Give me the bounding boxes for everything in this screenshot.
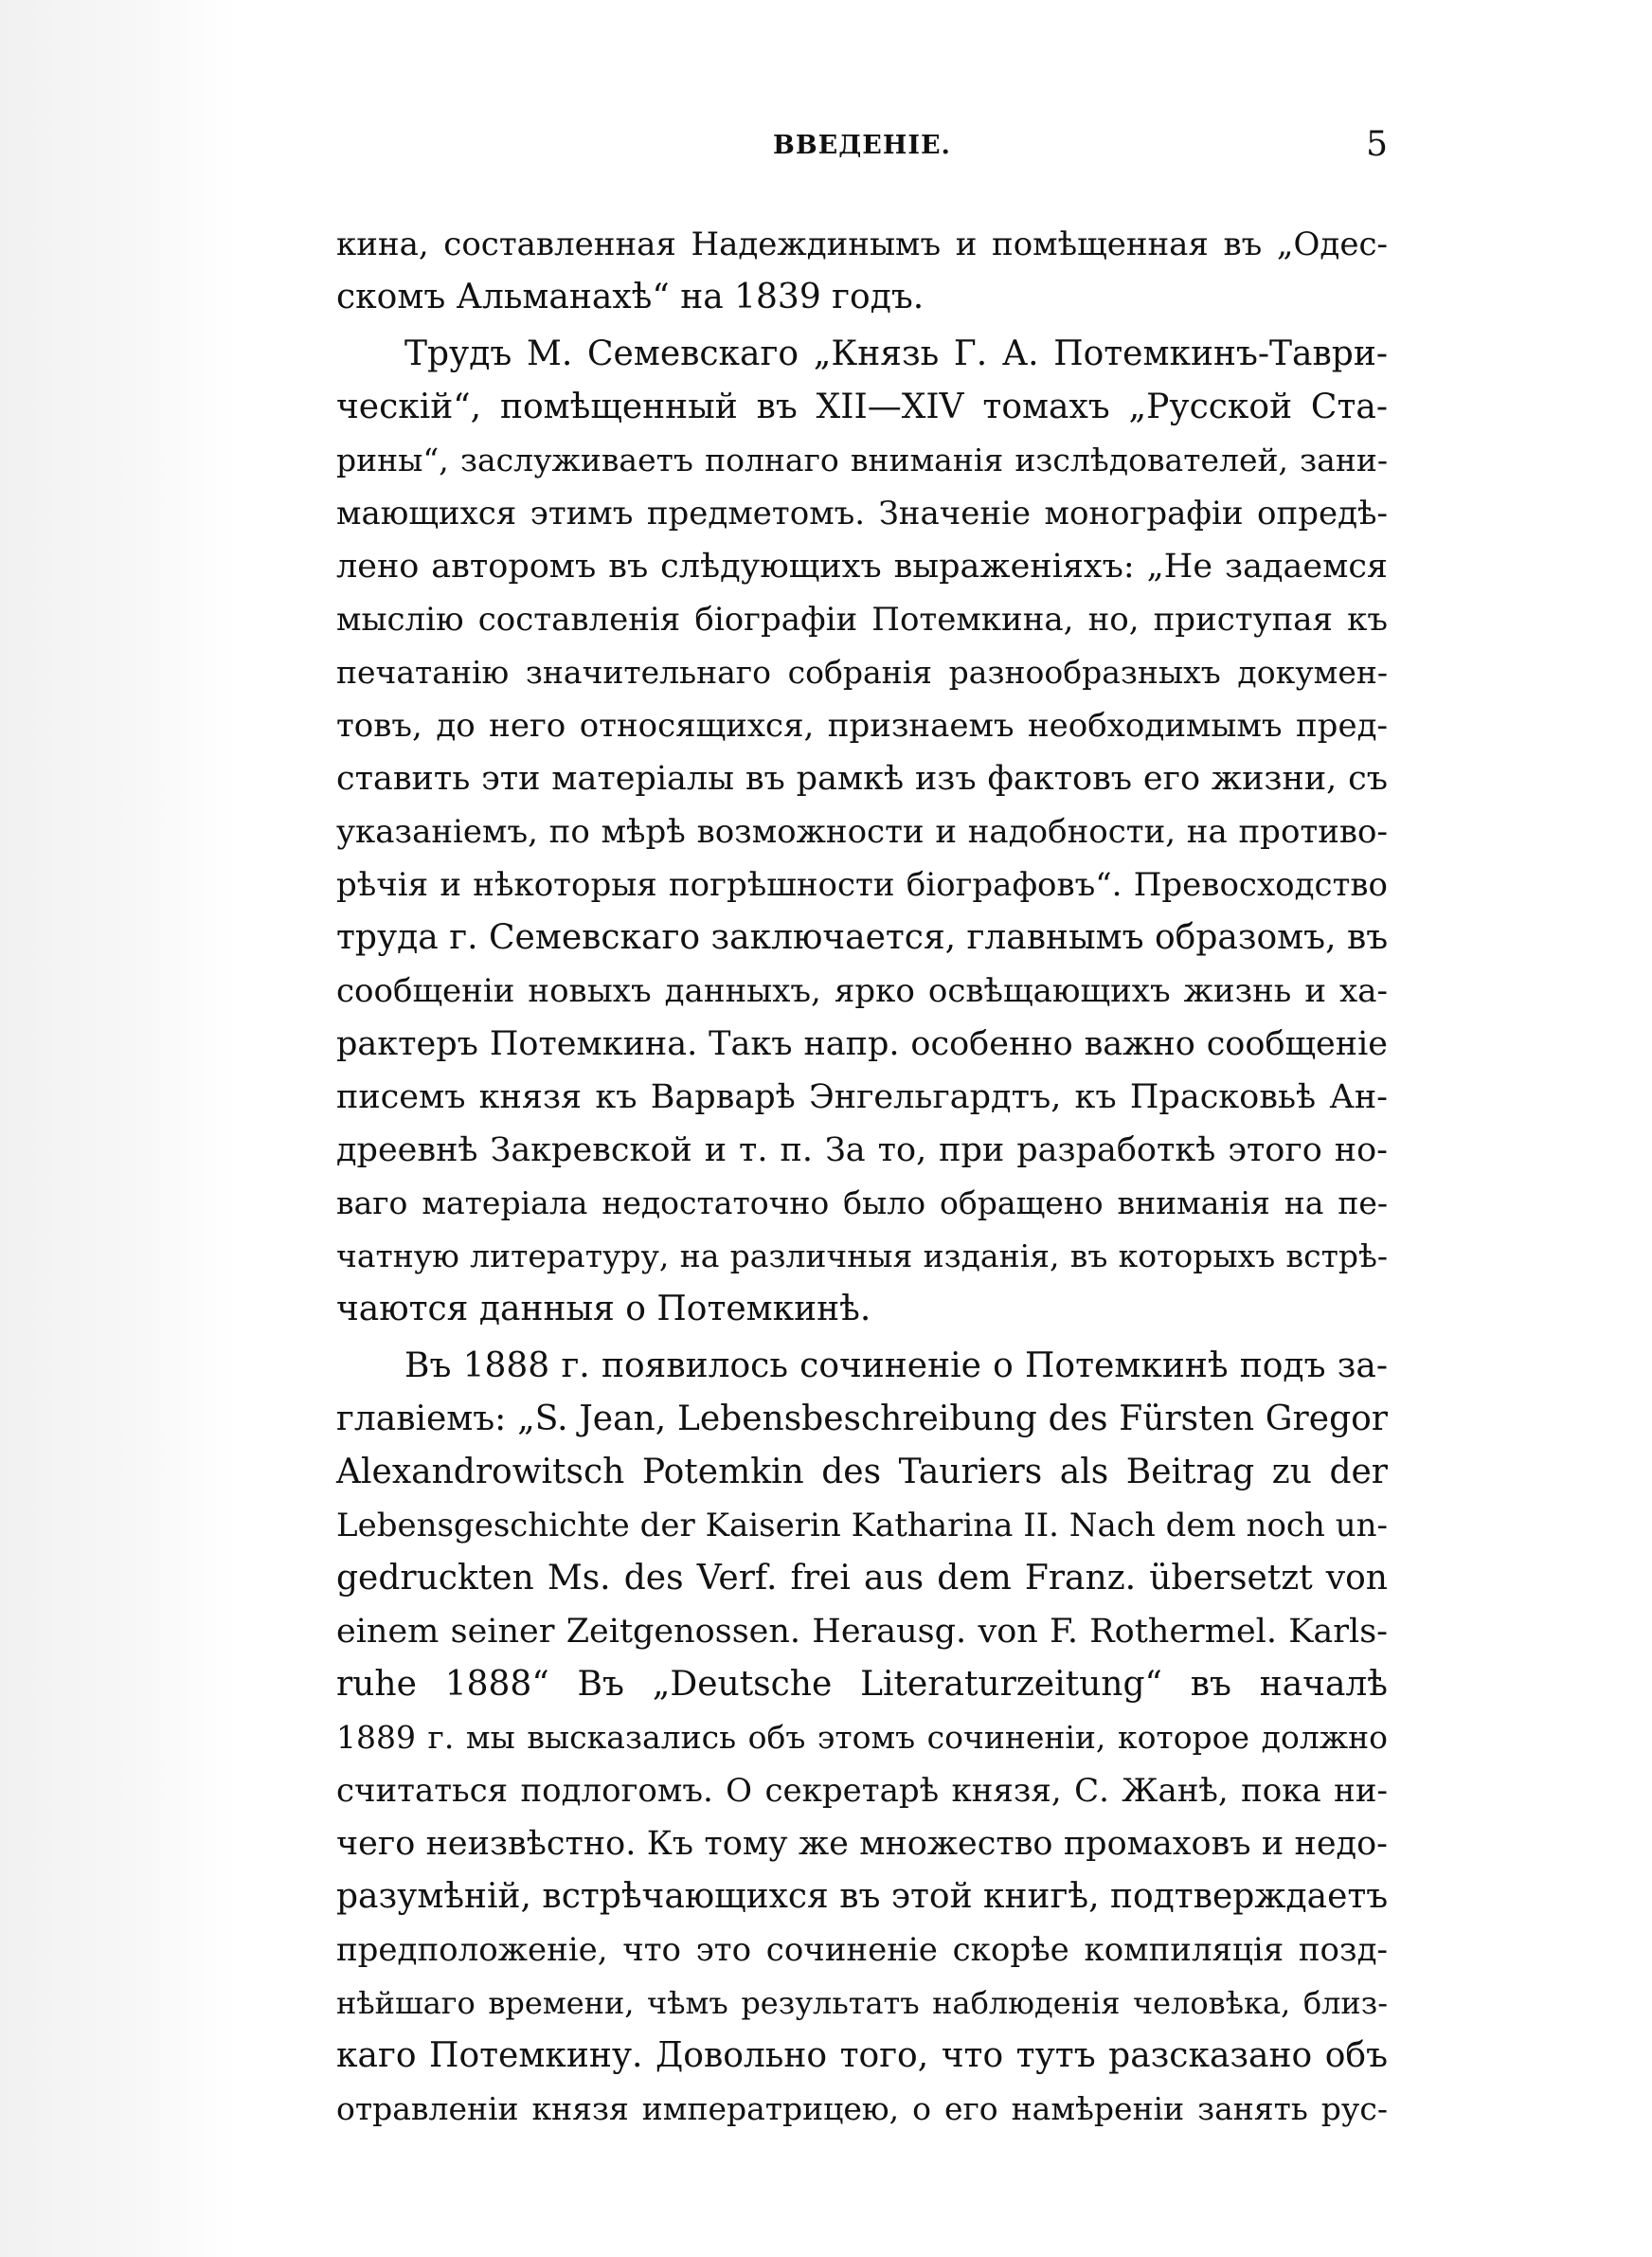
text-line: Въ 1888 г. появилось сочиненіе о Потемкинѣ подъ за-	[404, 1346, 1388, 1385]
paragraph-3	[336, 1340, 1388, 2136]
text-line: главіемъ: „S. Jean, Lebensbeschreibung des Fürsten Gregor	[336, 1399, 1388, 1438]
text-body	[336, 218, 1388, 2136]
text-line: рѣчія и нѣкоторыя погрѣшности біографовъ“. Превосходство	[336, 866, 1388, 904]
text-line: чаются данныя о Потемкинѣ.	[336, 1290, 871, 1328]
running-title: ВВЕДЕНІЕ.	[773, 131, 951, 160]
text-line: сообщеніи новыхъ данныхъ, ярко освѣщающихъ жизнь и ха-	[336, 972, 1388, 1010]
text-line: разумѣній, встрѣчающихся въ этой книгѣ, подтверждаетъ	[336, 1877, 1389, 1916]
text-line: gedruckten Ms. des Verf. frei aus dem Franz. übersetzt von	[336, 1559, 1388, 1598]
text-line: Трудъ М. Семевскаго „Князь Г. А. Потемкинъ-Таври-	[404, 334, 1388, 373]
text-line: ставить эти матеріалы въ рамкѣ изъ фактовъ его жизни, съ	[336, 760, 1388, 798]
text-line: кина, составленная Надеждинымъ и помѣщенная въ „Одес-	[336, 226, 1388, 263]
text-line: рактеръ Потемкина. Такъ напр. особенно важно сообщеніе	[336, 1025, 1388, 1063]
text-line: товъ, до него относящихся, признаемъ необходимымъ пред-	[336, 707, 1388, 745]
text-line: труда г. Семевскаго заключается, главнымъ образомъ, въ	[336, 918, 1389, 957]
text-line: Lebensgeschichte der Kaiserin Katharina II. Nach dem noch un-	[336, 1507, 1388, 1544]
text-line: печатанію значительнаго собранія разнообразныхъ докумен-	[336, 654, 1388, 691]
text-line: нѣйшаго времени, чѣмъ результатъ наблюденія человѣка, близ-	[336, 1985, 1388, 2021]
page-header	[336, 125, 1388, 169]
text-line: скомъ Альманахѣ“ на 1839 годъ.	[336, 278, 925, 316]
text-line: каго Потемкину. Довольно того, что тутъ разсказано объ	[336, 2036, 1388, 2075]
scan-edge-shading	[0, 0, 237, 2257]
text-line: рины“, заслуживаетъ полнаго вниманія изслѣдователей, зани-	[336, 442, 1388, 478]
text-line: чего неизвѣстно. Къ тому же множество промаховъ и недо-	[336, 1825, 1388, 1863]
text-line: ruhe 1888“ Въ „Deutsche Literaturzeitung“ въ началѣ	[336, 1665, 1388, 1704]
text-line: указаніемъ, по мѣрѣ возможности и надобности, на противо-	[336, 813, 1388, 851]
text-line: мыслію составленія біографіи Потемкина, но, приступая къ	[336, 601, 1388, 639]
text-line: мающихся этимъ предметомъ. Значеніе монографіи опредѣ-	[336, 495, 1388, 533]
page-number: 5	[1366, 125, 1388, 164]
text-line: ческій“, помѣщенный въ XII—XIV томахъ „Русской Ста-	[336, 388, 1388, 426]
paragraph-1	[336, 218, 1388, 324]
text-line: ваго матеріала недостаточно было обращено вниманія на пе-	[336, 1184, 1388, 1221]
paragraph-2	[336, 328, 1388, 1336]
text-line: чатную литературу, на различныя изданія, въ которыхъ встрѣ-	[336, 1237, 1388, 1274]
text-line: предположеніе, что это сочиненіе скорѣе компиляція позд-	[336, 1931, 1388, 1969]
text-line: einem seiner Zeitgenossen. Herausg. von F. Rothermel. Karls-	[336, 1613, 1388, 1651]
text-line: отравленіи князя императрицею, о его намѣреніи занять рус-	[336, 2090, 1388, 2127]
text-line: писемъ князя къ Варварѣ Энгельгардтъ, къ Прасковьѣ Ан-	[336, 1078, 1388, 1116]
text-line: дреевнѣ Закревской и т. п. За то, при разработкѣ этого но-	[336, 1131, 1388, 1169]
text-line: Alexandrowitsch Potemkin des Tauriers als Beitrag zu der	[336, 1453, 1388, 1491]
text-line: лено авторомъ въ слѣдующихъ выраженіяхъ: „Не задаемся	[336, 548, 1388, 586]
text-line: 1889 г. мы высказались объ этомъ сочиненіи, которое должно	[336, 1719, 1388, 1756]
text-line: считаться подлогомъ. О секретарѣ князя, С. Жанѣ, пока ни-	[336, 1772, 1388, 1810]
